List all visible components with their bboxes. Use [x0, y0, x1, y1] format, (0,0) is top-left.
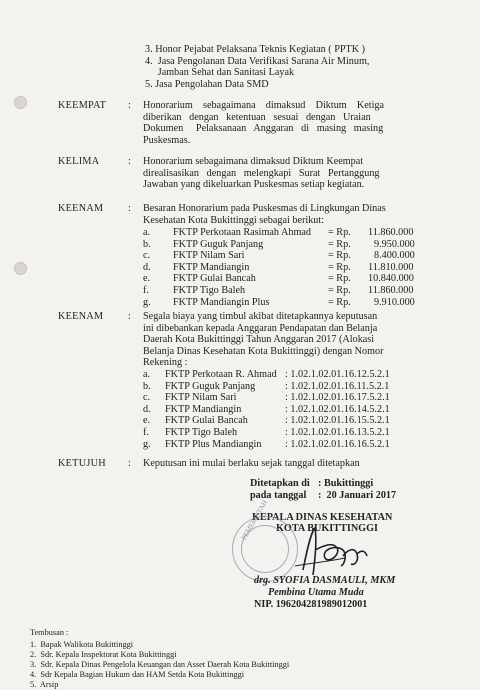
paragraph-line: direalisasikan dengan melengkapi Surat Pertanggung: [143, 167, 380, 179]
list-item: 3. Honor Pejabat Pelaksana Teknis Kegiatan ( PPTK ): [145, 44, 366, 55]
signatory-rank: Pembina Utama Muda: [268, 587, 364, 598]
tembusan-title: Tembusan :: [30, 628, 69, 637]
list-item: e. FKTP Gulai Bancah = Rp. 10.840.000: [143, 273, 414, 285]
list-item: d. FKTP Mandiangin : 1.02.1.02.01.16.14.5.2.1: [143, 403, 390, 415]
list-item: Jamban Sehat dan Sanitasi Layak: [145, 67, 295, 79]
list-item: b. FKTP Guguk Panjang = Rp. 9.950.000: [143, 238, 415, 250]
office-line-2: KOTA BUKITTINGGI: [276, 523, 378, 534]
signatory-nip: NIP. 196204281989012001: [254, 599, 368, 610]
kelima-paragraph: [143, 156, 380, 191]
list-item: e. FKTP Gulai Bancah : 1.02.1.02.01.16.15.5.2.1: [143, 415, 390, 427]
paragraph-line: Dokumen Pelaksanaan Anggaran di masing masing: [143, 123, 384, 135]
handwritten-signature: [285, 520, 375, 580]
list-item: g. FKTP Plus Mandiangin : 1.02.1.02.01.16.16.5.2.1: [143, 438, 390, 450]
paragraph-line: Kesehatan Kota Bukittinggi sebagai berikut:: [143, 214, 325, 226]
keempat-paragraph: [143, 100, 384, 146]
list-item: 5. Jasa Pengolahan Data SMD: [145, 78, 269, 90]
honorarium-list: [143, 227, 415, 308]
paragraph-line: Segala biaya yang timbul akibat ditetapkannya keputusan: [143, 311, 378, 322]
keenam-paragraph: [143, 203, 386, 226]
kelima-colon: :: [128, 156, 131, 167]
list-item: 1. Bapak Walikota Bukittinggi: [30, 640, 134, 649]
tembusan-list: [30, 640, 289, 690]
ketujuh-text: Keputusan ini mulai berlaku sejak tanggal ditetapkan: [143, 458, 360, 469]
paragraph-line: diberikan dengan ketentuan sesuai dengan Uraian: [143, 111, 371, 123]
paragraph-line: Puskesmas.: [143, 134, 191, 146]
paragraph-line: Belanja Dinas Kesehatan Kota Bukittinggi) dengan Nomor: [143, 345, 384, 357]
paragraph-line: ini dibebankan kepada Anggaran Pendapatan dan Belanja: [143, 322, 378, 334]
keenam-label: KEENAM: [58, 203, 104, 214]
ketujuh-colon: :: [128, 458, 131, 469]
kelima-label: KELIMA: [58, 156, 100, 167]
tanggal-label: pada tanggal: [250, 490, 307, 501]
punch-hole-bottom: [14, 262, 27, 275]
ditetapkan-label: Ditetapkan di: [250, 478, 310, 489]
punch-hole-top: [14, 96, 27, 109]
list-item: f. FKTP Tigo Baleh = Rp. 11.860.000: [143, 284, 414, 296]
list-item: 2. Sdr. Kepala Inspektorat Kota Bukittinggi: [30, 650, 177, 659]
paragraph-line: Daerah Kota Bukittinggi Tahun Anggaran 2017 (Alokasi: [143, 334, 375, 346]
rekening-list: [143, 369, 390, 450]
keenam-colon: :: [128, 203, 131, 214]
paragraph-line: Rekening :: [143, 357, 188, 369]
keempat-colon: :: [128, 100, 131, 111]
list-item: 4. Sdr Kepala Bagian Hukum dan HAM Setda Kota Bukittinggi: [30, 670, 245, 679]
ditetapkan-value: : Bukittinggi: [318, 478, 374, 489]
paragraph-line: Jawaban yang dikeluarkan Puskesmas setiap kegiatan.: [143, 179, 365, 191]
stamp-text: PEMERINTAH: [239, 498, 270, 542]
list-item: c. FKTP Nilam Sari : 1.02.1.02.01.16.17.5.2.1: [143, 392, 390, 404]
signatory-name: drg. SYOFIA DASMAULI, MKM: [254, 575, 396, 586]
keenam-colon: :: [128, 311, 131, 322]
list-item: d. FKTP Mandiangin = Rp. 11.810.000: [143, 261, 414, 273]
keenam-paragraph: [143, 311, 383, 369]
paragraph-line: Besaran Honorarium pada Puskesmas di Lingkungan Dinas: [143, 203, 386, 214]
list-item: f. FKTP Tigo Baleh : 1.02.1.02.01.16.13.5.2.1: [143, 426, 390, 438]
paragraph-line: Honorarium sebagaimana dimaksud Diktum Keempat: [143, 156, 364, 167]
ketujuh-label: KETUJUH: [58, 458, 106, 469]
list-item: a. FKTP Perkotaan Rasimah Ahmad = Rp. 11.860.000: [143, 227, 414, 238]
top-list: [145, 44, 369, 90]
paragraph-line: Honorarium sebagaimana dimaksud Diktum Ketiga: [143, 100, 385, 111]
list-item: 3. Sdr. Kepala Dinas Pengelola Keuangan dan Asset Daerah Kota Bukittinggi: [30, 660, 290, 669]
office-line-1: KEPALA DINAS KESEHATAN: [252, 512, 393, 523]
list-item: 5. Arsip: [30, 680, 59, 689]
tanggal-value: : 20 Januari 2017: [318, 490, 397, 501]
list-item: a. FKTP Perkotaan R. Ahmad : 1.02.1.02.01.16.12.5.2.1: [143, 369, 390, 380]
keenam-label: KEENAM: [58, 311, 104, 322]
list-item: c. FKTP Nilam Sari = Rp. 8.400.000: [143, 250, 415, 262]
keempat-label: KEEMPAT: [58, 100, 107, 111]
list-item: 4. Jasa Pengolanan Data Verifikasi Sarana Air Minum,: [145, 55, 370, 67]
list-item: b. FKTP Guguk Panjang : 1.02.1.02.01.16.11.5.2.1: [143, 380, 390, 392]
list-item: g. FKTP Mandiangin Plus = Rp. 9.910.000: [143, 296, 415, 308]
